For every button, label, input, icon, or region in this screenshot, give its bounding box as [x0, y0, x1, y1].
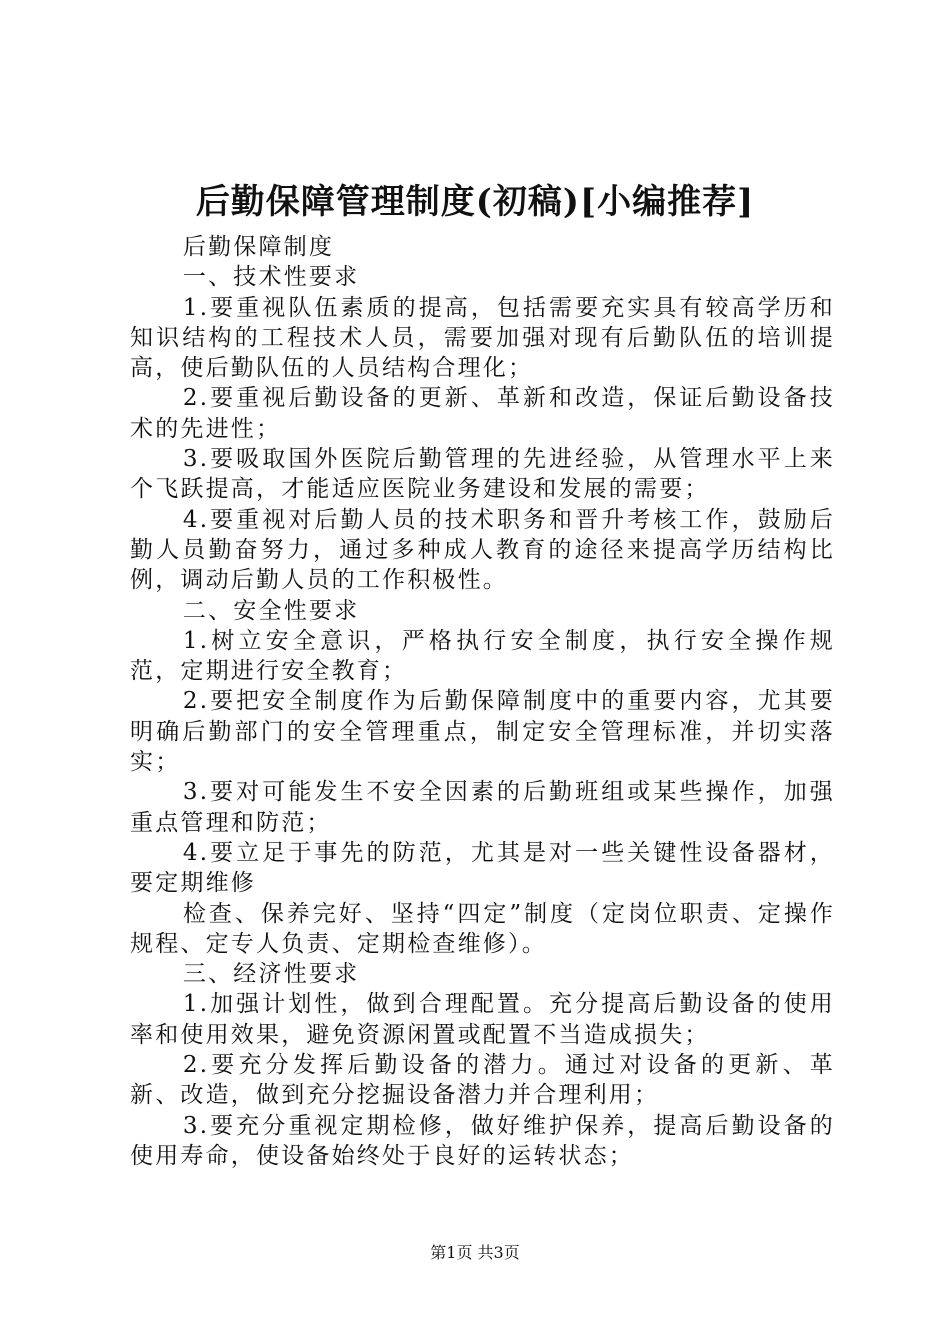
paragraph: 2.要充分发挥后勤设备的潜力。通过对设备的更新、革新、改造，做到充分挖掘设备潜力并合理利用；: [130, 1052, 835, 1109]
section-heading: 二、安全性要求: [182, 597, 360, 624]
paragraph: 4.要立足于事先的防范，尤其是对一些关键性设备器材，要定期维修: [130, 839, 835, 897]
paragraph: 后勤保障制度: [182, 234, 335, 260]
paragraph: 1.树立安全意识，严格执行安全制度，执行安全操作规范，定期进行安全教育；: [130, 627, 835, 685]
paragraph: 1.加强计划性，做到合理配置。充分提高后勤设备的使用率和使用效果，避免资源闲置或配置不当造成损失；: [130, 991, 835, 1048]
paragraph: 3.要充分重视定期检修，做好维护保养，提高后勤设备的使用寿命，使设备始终处于良好的运转状态；: [130, 1112, 835, 1169]
page-footer: 第1页 共3页: [430, 1243, 520, 1262]
paragraph: 2.要把安全制度作为后勤保障制度中的重要内容，尤其要明确后勤部门的安全管理重点，制定安全管理标准，并切实落实；: [130, 688, 835, 776]
section-heading: 一、技术性要求: [182, 264, 360, 291]
paragraph: 检查、保养完好、坚持“四定”制度（定岗位职责、定操作规程、定专人负责、定期检查维修）。: [130, 900, 835, 957]
paragraph: 3.要对可能发生不安全因素的后勤班组或某些操作，加强重点管理和防范；: [130, 779, 835, 836]
paragraph: 3.要吸取国外医院后勤管理的先进经验，从管理水平上来个飞跃提高，才能适应医院业务建设和发展的需要；: [130, 446, 835, 503]
paragraph: 4.要重视对后勤人员的技术职务和晋升考核工作，鼓励后勤人员勤奋努力，通过多种成人教育的途径来提高学历结构比例，调动后勤人员的工作积极性。: [130, 506, 835, 594]
document-title: 后勤保障管理制度(初稿)[小编推荐]: [195, 182, 755, 222]
paragraph: 2.要重视后勤设备的更新、革新和改造，保证后勤设备技术的先进性；: [130, 385, 835, 442]
section-heading: 三、经济性要求: [182, 961, 360, 988]
paragraph: 1.要重视队伍素质的提高，包括需要充实具有较高学历和知识结构的工程技术人员，需要加强对现有后勤队伍的培训提高，使后勤队伍的人员结构合理化；: [130, 294, 835, 382]
document-body: [130, 232, 835, 1171]
